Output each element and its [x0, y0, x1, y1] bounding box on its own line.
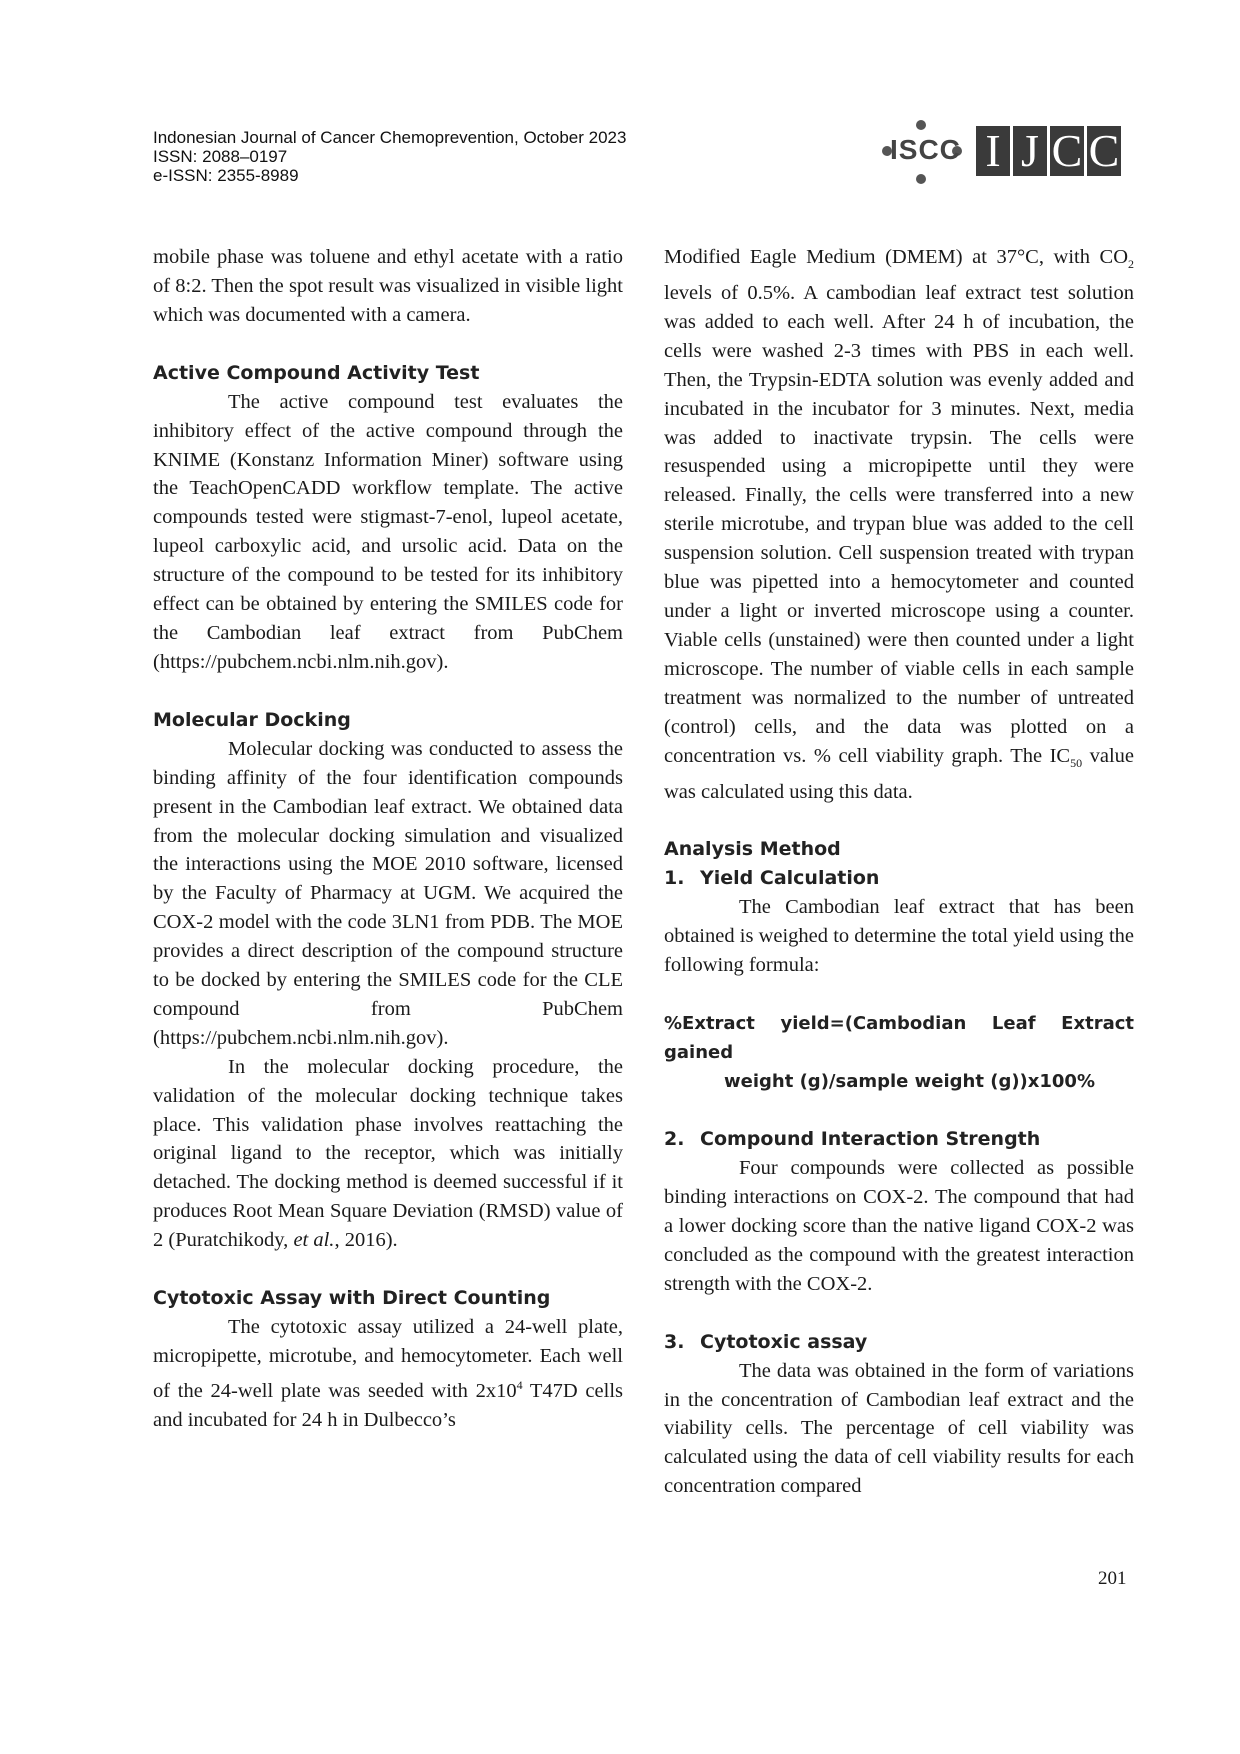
paragraph-docking-1: Molecular docking was conducted to assess the binding affinity of the four identification compounds present in the Cambodian leaf extract. We obtained data from the molecular docking simulation and visualized the interactions using the MOE 2010 software, licensed by the Faculty of Pharmacy at UGM. We acquired the COX-2 model with the code 3LN1 from PDB. The MOE provides a direct description of the compound structure to be docked by entering the SMILES code for the CLE compound from PubChem (https://pubchem.ncbi.nlm.nih.gov). — [153, 737, 623, 1049]
logo-letter: C — [1051, 125, 1083, 176]
logo-dot — [916, 120, 926, 130]
eissn: e-ISSN: 2355-8989 — [153, 166, 299, 185]
paragraph-cytotoxic-analysis: The data was obtained in the form of variations in the concentration of Cambodian leaf extract and the viability cells. The percentage of cell viability was calculated using the data of cell viability results for each concentration compared — [664, 1359, 1134, 1498]
heading-analysis-method: Analysis Method — [664, 838, 841, 861]
logo-letter: J — [1013, 126, 1047, 176]
paragraph-active-compound: The active compound test evaluates the inhibitory effect of the active compound through the KNIME (Konstanz Information Miner) software using the TeachOpenCADD workflow template. The active compounds tested were stigmast-7-enol, lupeol acetate, lupeol carboxylic acid, and ursolic acid. Data on the structure of the compound to be tested for its inhibitory effect can be obtained by entering the SMILES code for the Cambodian leaf extract from PubChem (https://pubchem.ncbi.nlm.nih.gov). — [153, 390, 623, 673]
logo-letter: I — [976, 126, 1010, 176]
heading-cytotoxic-assay: Cytotoxic Assay with Direct Counting — [153, 1287, 551, 1310]
citation-etal: et al. — [293, 1229, 335, 1252]
paragraph-interaction-strength: Four compounds were collected as possible binding interactions on COX-2. The compound that had a lower docking score than the native ligand COX-2 was concluded as the compound with the greatest interaction strength with the COX-2. — [664, 1157, 1134, 1295]
left-column — [153, 243, 623, 1435]
logo-ijcc — [976, 126, 1124, 176]
heading-cytotoxic-analysis: 3. Cytotoxic assay — [664, 1330, 868, 1353]
heading-yield-calculation: 1. Yield Calculation — [664, 867, 880, 890]
paragraph-docking-2: In the molecular docking procedure, the validation of the molecular docking technique takes place. This validation phase involves reattaching the original ligand to the receptor, which was initially detached. The docking method is deemed successful if it produces Root Mean Square Deviation (RMSD) value of 2 (Puratchikody, et al., 2016). — [153, 1055, 623, 1252]
page-number: 201 — [1098, 1568, 1127, 1589]
logo-letter: C — [1088, 125, 1120, 176]
paragraph-yield: The Cambodian leaf extract that has been obtained is weighed to determine the total yield using the following formula: — [664, 896, 1134, 977]
yield-formula: %Extract yield=(Cambodian Leaf Extract gained weight (g)/sample weight (g))x100% — [664, 1013, 1134, 1093]
journal-title: Indonesian Journal of Cancer Chemoprevention, October 2023 — [153, 128, 627, 147]
journal-logo — [880, 114, 1140, 190]
right-column — [664, 243, 1134, 1501]
issn: ISSN: 2088–0197 — [153, 147, 288, 166]
heading-molecular-docking: Molecular Docking — [153, 708, 351, 731]
journal-header — [153, 128, 713, 185]
heading-active-compound: Active Compound Activity Test — [153, 361, 480, 384]
logo-iscc-text: ISCC — [890, 134, 961, 165]
logo-dot — [916, 174, 926, 184]
paragraph-cytotoxic: The cytotoxic assay utilized a 24-well plate, micropipette, microtube, and hemocytometer. Each well of the 24-well plate was seeded with $2x10^4$ T47D cells and incubated for 24 h in Dulbecco’s — [153, 1316, 623, 1431]
heading-interaction-strength: 2. Compound Interaction Strength — [664, 1128, 1041, 1151]
paragraph-tlc: mobile phase was toluene and ethyl acetate with a ratio of 8:2. Then the spot result was visualized in visible light which was documented with a camera. — [153, 246, 623, 326]
paragraph-cell-culture: Modified Eagle Medium (DMEM) at 37°C, with $CO_2$ levels of 0.5%. A cambodian leaf extract test solution was added to each well. After 24 h of incubation, the cells were washed 2-3 times with PBS in each well. Then, the Trypsin-EDTA solution was evenly added and incubated in the incubator for 3 minutes. Next, media was added to inactivate trypsin. The cells were resuspended using a micropipette until they were released. Finally, the cells were transferred into a new sterile microtube, and trypan blue was added to the cell suspension solution. Cell suspension treated with trypan blue was pipetted into a hemocytometer and counted under a light or inverted microscope using a counter. Viable cells (unstained) were then counted under a light microscope. The number of viable cells in each sample treatment was normalized to the number of untreated (control) cells, and the data was plotted on a concentration vs. % cell viability graph. The $IC_{50}$ value was calculated using this data. — [664, 246, 1134, 803]
